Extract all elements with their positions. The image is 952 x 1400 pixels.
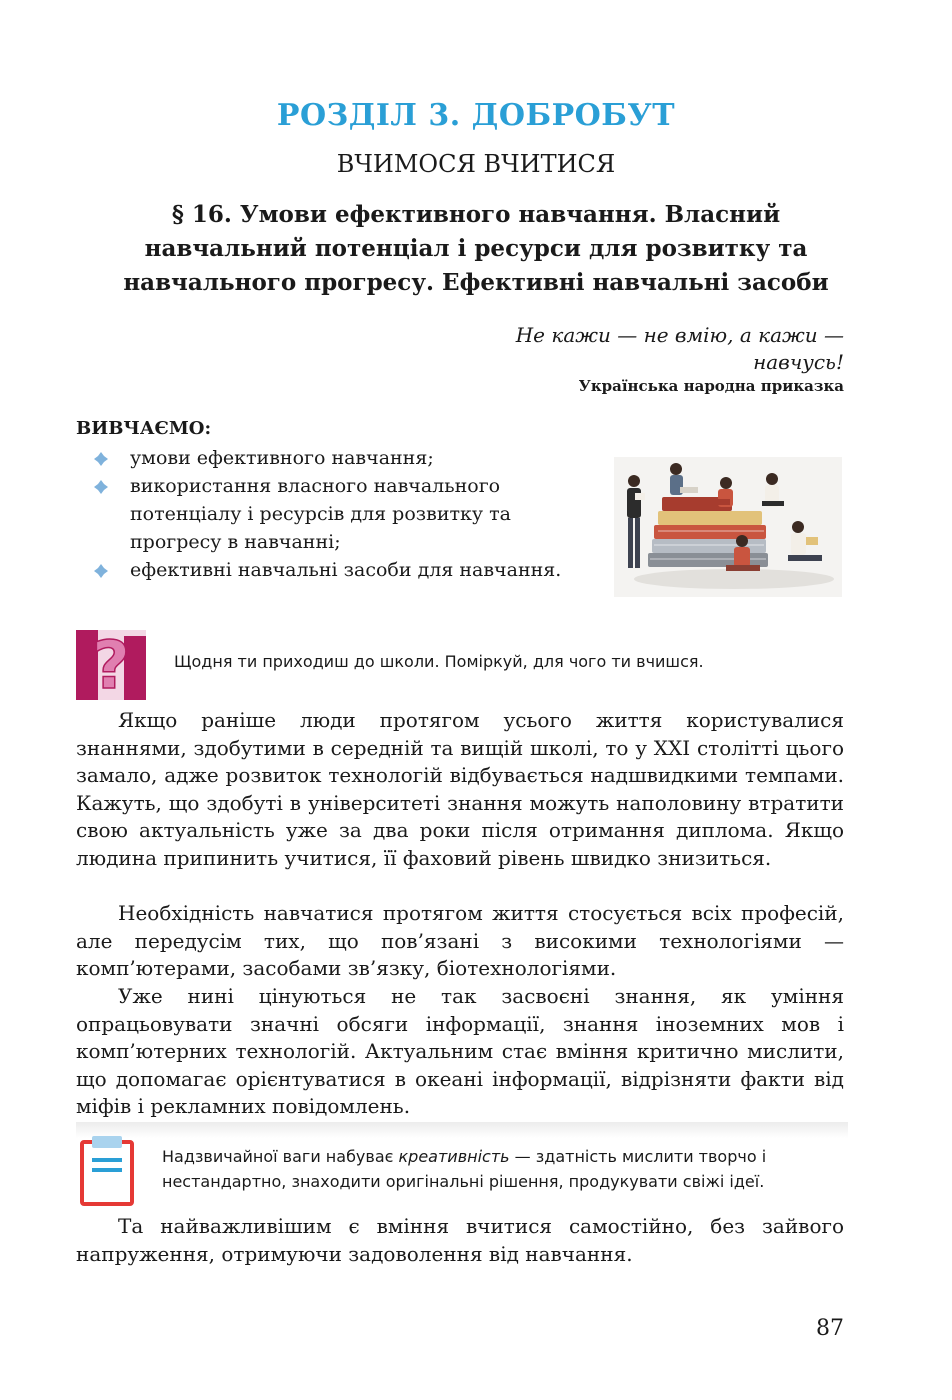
diamond-bullet-icon bbox=[94, 564, 108, 578]
students-reading-on-books-illustration bbox=[614, 457, 842, 597]
paragraph-title: § 16. Умови ефективного навчання. Власний навчальний потенціал і ресурси для розвитку та навчального прогресу. Ефективні навчальні засоби bbox=[123, 201, 829, 296]
study-item-text: використання власного навчального потенціалу і ресурсів для розвитку та прогресу в навчанні; bbox=[130, 475, 511, 553]
clipboard-note-icon bbox=[78, 1136, 138, 1208]
svg-text:?: ? bbox=[91, 630, 131, 700]
epigraph-source: Українська народна приказка bbox=[578, 377, 844, 395]
list-item bbox=[92, 556, 602, 584]
list-item bbox=[92, 472, 602, 556]
question-text: Щодня ти приходиш до школи. Поміркуй, для чого ти вчишся. bbox=[174, 652, 704, 671]
note-term: креативність bbox=[398, 1147, 510, 1166]
body-paragraph: Якщо раніше люди протягом усього життя користувалися знаннями, здобутими в середній та вищій школі, то у XXI столітті цього замало, адже розвиток технологій відбувається надшвидкими темпами. Кажуть, що здобуті в університеті знання можуть наполовину втратити свою актуальність уже за два роки після отримання диплома. Якщо людина припинить учитися, її фаховий рівень швидко знизиться. bbox=[76, 708, 844, 870]
note-text bbox=[162, 1144, 848, 1194]
body-paragraph: Уже нині цінуються не так засвоєні знання, як уміння опрацьовувати значні обсяги інформації, знання іноземних мов і комп’ютерних технологій. Актуальним стає вміння критично мислити, що допомагає орієнтуватися в океані інформації, відрізняти факти від міфів і рекламних повідомлень. bbox=[76, 984, 844, 1119]
section-subtitle: ВЧИМОСЯ ВЧИТИСЯ bbox=[336, 150, 616, 178]
study-item-text: умови ефективного навчання; bbox=[130, 447, 434, 469]
epigraph bbox=[424, 322, 844, 376]
diamond-bullet-icon bbox=[94, 480, 108, 494]
study-heading: ВИВЧАЄМО: bbox=[76, 418, 212, 439]
study-list bbox=[92, 444, 602, 584]
final-paragraph: Та найважливішим є вміння вчитися самостійно, без зайвого напруження, отримуючи задоволення від навчання. bbox=[76, 1214, 844, 1266]
chapter-title: РОЗДІЛ 3. ДОБРОБУТ bbox=[276, 98, 676, 133]
diamond-bullet-icon bbox=[94, 452, 108, 466]
study-item-text: ефективні навчальні засоби для навчання. bbox=[130, 559, 562, 581]
epigraph-line-2: навчусь! bbox=[753, 350, 844, 374]
list-item bbox=[92, 444, 602, 472]
note-text-before: Надзвичайної ваги набуває bbox=[162, 1147, 399, 1166]
epigraph-line-1: Не кажи — не вмію, а кажи — bbox=[515, 323, 844, 347]
body-paragraph: Необхідність навчатися протягом життя стосується всіх професій, але передусім тих, що пов’язані з високими технологіями — комп’ютерами, засобами зв’язку, біотехнологіями. bbox=[76, 901, 844, 981]
page-number: 87 bbox=[816, 1316, 844, 1341]
question-mark-icon bbox=[76, 630, 146, 700]
note-text-after: — здатність мислити творчо і нестандартно, знаходити оригінальні рішення, продукувати свіжі ідеї. bbox=[162, 1147, 767, 1191]
